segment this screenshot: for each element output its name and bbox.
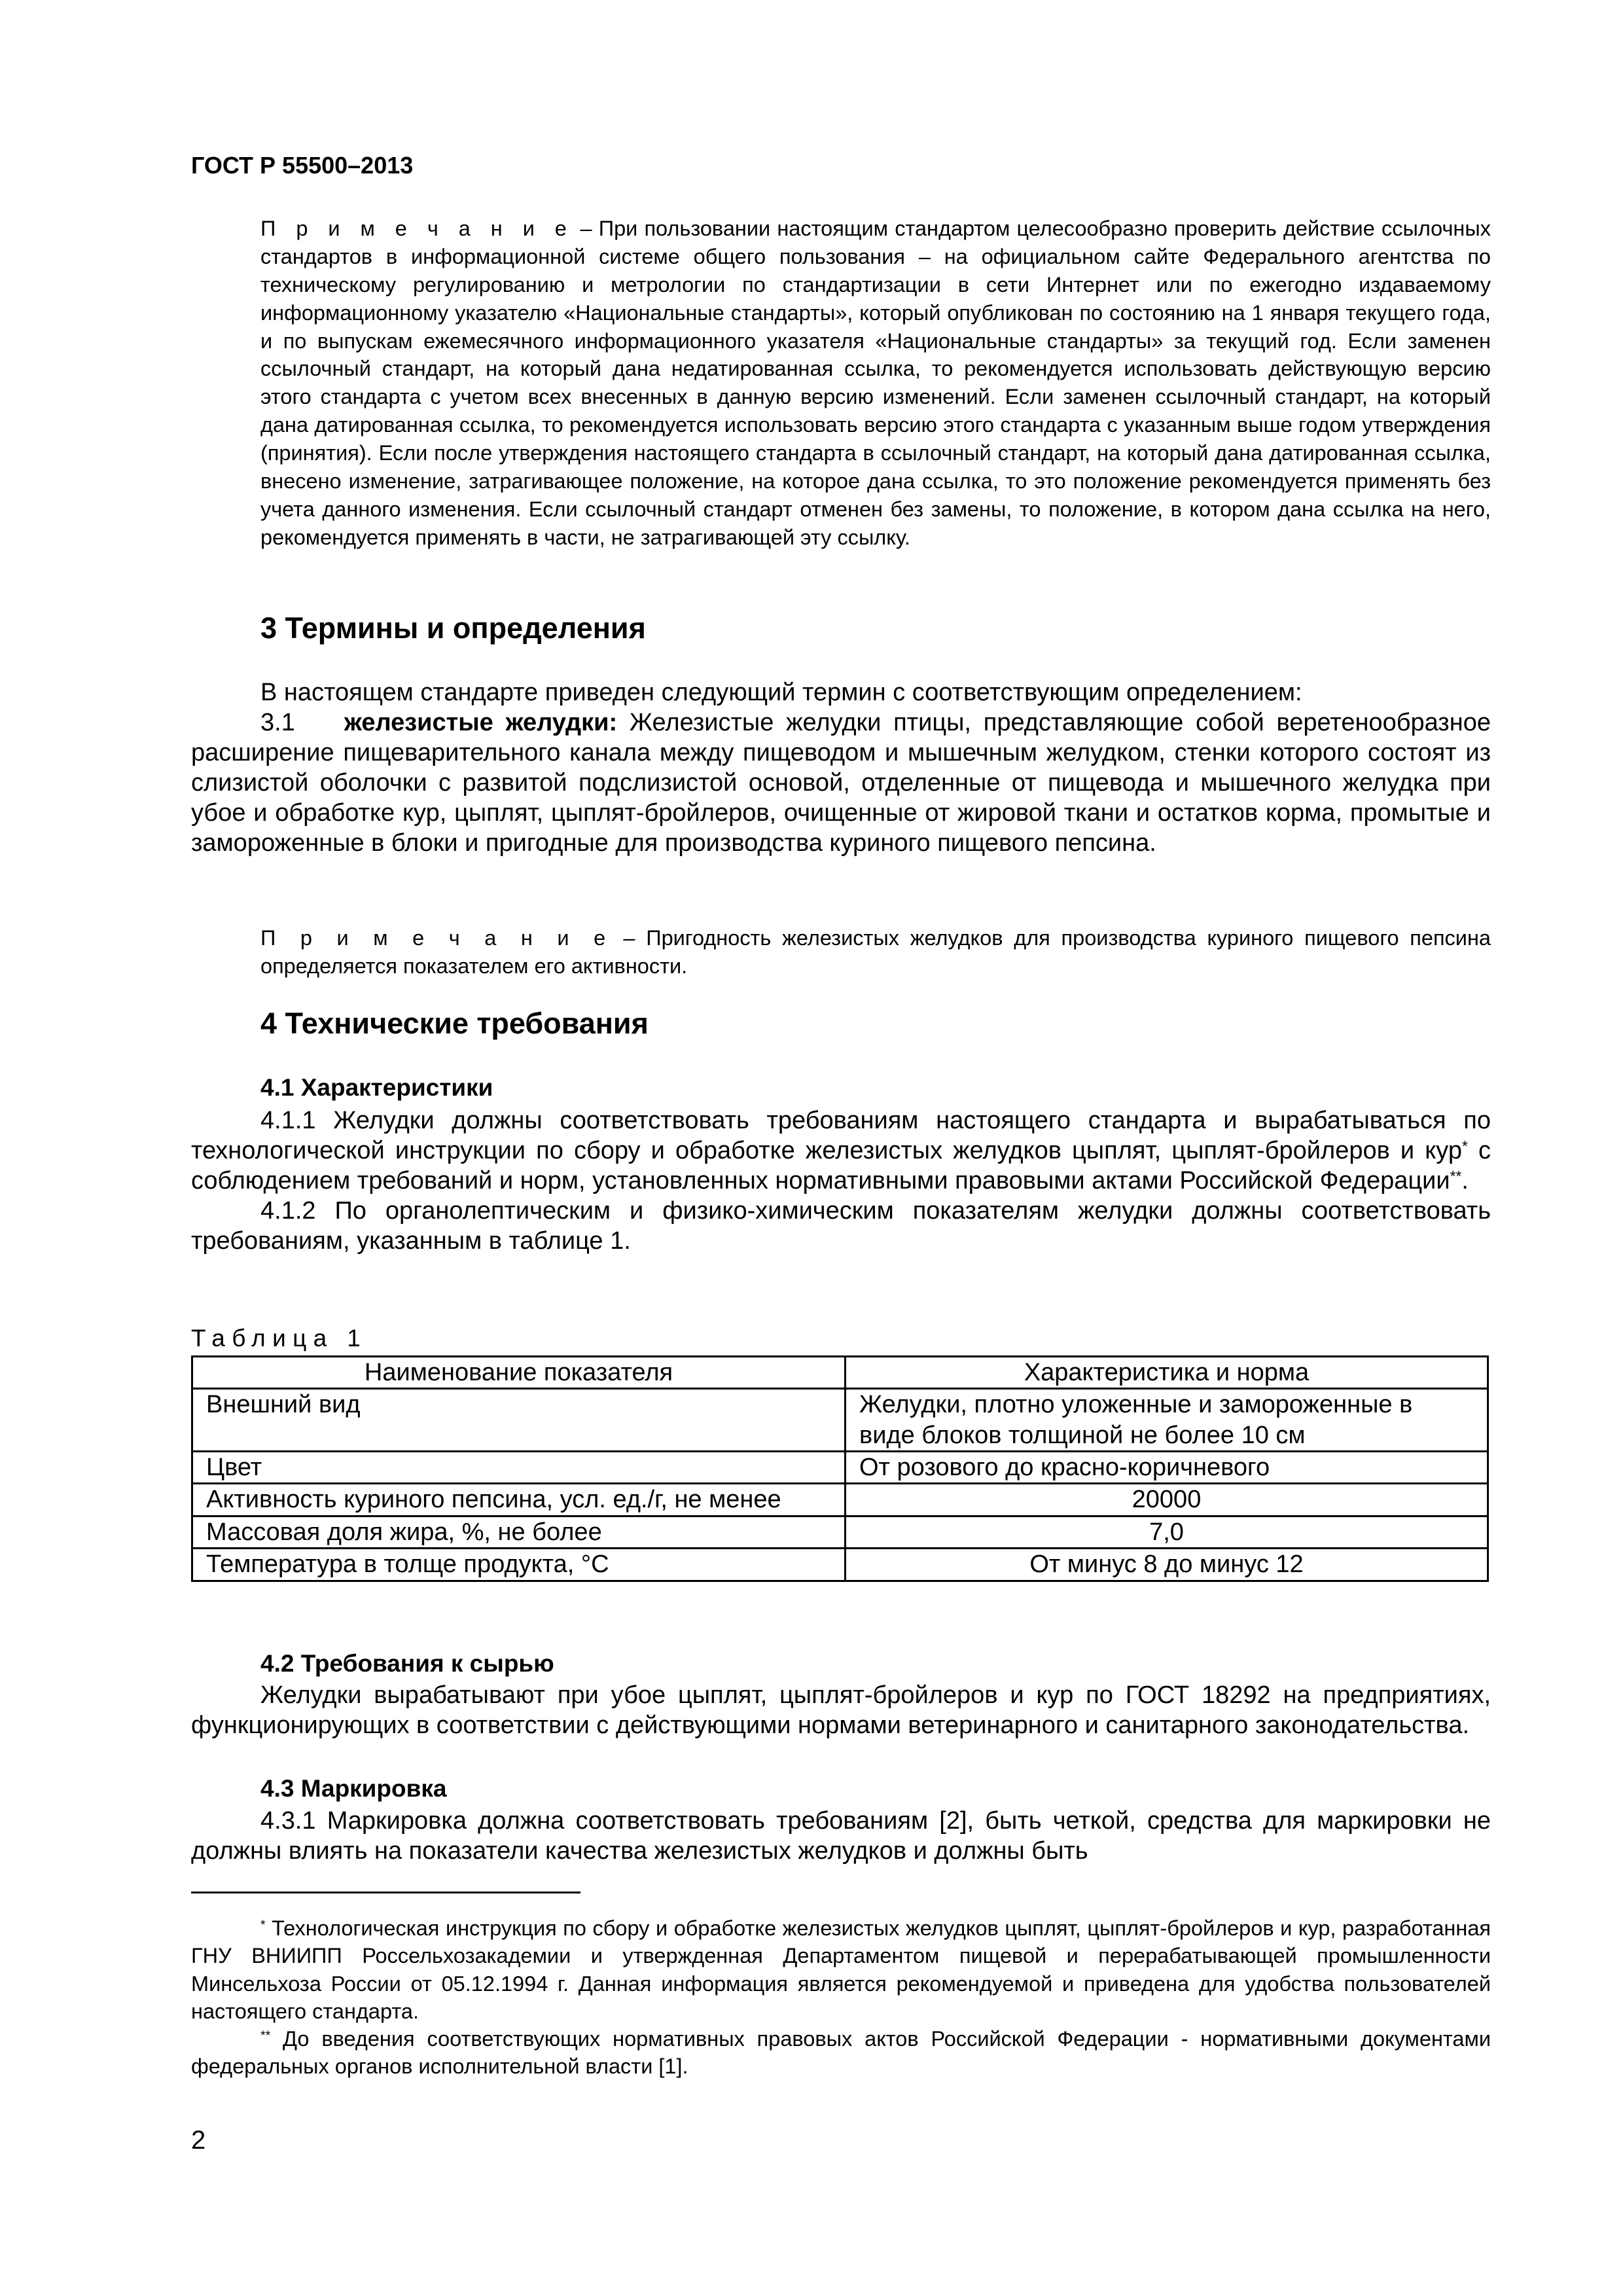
paragraph-4-1-1-part-c: .	[1461, 1166, 1469, 1194]
table-header-norm: Характеристика и норма	[846, 1357, 1488, 1389]
table-header-row	[192, 1357, 1488, 1389]
table-1-caption: Таблица 1	[191, 1325, 368, 1352]
table-1	[191, 1355, 1489, 1582]
paragraph-4-1-1-part-a: 4.1.1 Желудки должны соответствовать требованиям настоящего стандарта и вырабатываться по технологической инструкции по сбору и обработке железистых желудков цыплят, цыплят-бройлеров и кур	[191, 1107, 1491, 1164]
paragraph-4-1-2: 4.1.2 По органолептическим и физико-химическим показателям желудки должны соответствовать требованиям, указанным в таблице 1.	[191, 1196, 1491, 1255]
table-cell: Внешний вид	[192, 1389, 846, 1452]
note-label: П р и м е ч а н и е	[260, 217, 574, 240]
table-header-indicator: Наименование показателя	[192, 1357, 846, 1389]
page-number: 2	[191, 2126, 206, 2155]
table-cell: Температура в толще продукта, °С	[192, 1549, 846, 1581]
section-4-3-body	[191, 1806, 1491, 1867]
note-text: – При пользовании настоящим стандартом целесообразно проверить действие ссылочных стандартов в информационной системе общего пользования – на официальном сайте Федерального агентства по техническому регулированию и метрологии по стандартизации в сети Интернет или по ежегодно издаваемому информационному указателю «Национальные стандарты», который опубликован по состоянию на 1 января текущего года, и по выпускам ежемесячного информационного указателя «Национальные стандарты» за текущий год. Если заменен ссылочный стандарт, на который дана недатированная ссылка, то рекомендуется использовать действующую версию этого стандарта с учетом всех внесенных в данную версию изменений. Если заменен ссылочный стандарт, на который дана датированная ссылка, то рекомендуется использовать версию этого стандарта с указанным выше годом утверждения (принятия). Если после утверждения настоящего стандарта в ссылочный стандарт, на который дана датированная ссылка, внесено изменение, затрагивающее положение, на которое дана ссылка, то это положение рекомендуется применять без учета данного изменения. Если ссылочный стандарт отменен без замены, то положение, в котором дана ссылка на него, рекомендуется применять в части, не затрагивающей эту ссылку.	[260, 217, 1491, 549]
term-name: железистые желудки:	[344, 708, 618, 736]
table-cell: Массовая доля жира, %, не более	[192, 1516, 846, 1548]
reference-note	[191, 215, 1491, 552]
term-note-text: – Пригодность железистых желудков для производства куриного пищевого пепсина определяется показателем его активности.	[260, 926, 1491, 978]
section-4-1-body	[191, 1106, 1491, 1257]
footnote-separator	[191, 1892, 580, 1893]
reference-note-paragraph	[191, 215, 1491, 552]
table-cell: От розового до красно-коричневого	[846, 1452, 1488, 1484]
term-note	[191, 924, 1491, 980]
table-cell: Цвет	[192, 1452, 846, 1484]
footnote-1	[191, 1914, 1491, 2025]
paragraph-4-1-1-part-b: с соблюдением требований и норм, установленных нормативными правовыми актами Российской Федерации	[191, 1136, 1491, 1194]
section-4-1-heading: 4.1 Характеристики	[260, 1074, 493, 1101]
table-cell: От минус 8 до минус 12	[846, 1549, 1488, 1581]
table-cell: Активность куриного пепсина, усл. ед./г, не менее	[192, 1484, 846, 1516]
document-code: ГОСТ Р 55500–2013	[191, 152, 414, 179]
table-row	[192, 1516, 1488, 1548]
term-number: 3.1	[260, 708, 295, 736]
section-4-3-heading: 4.3 Маркировка	[260, 1775, 447, 1802]
table-row	[192, 1452, 1488, 1484]
footnote-1-text: Технологическая инструкция по сбору и обработке железистых желудков цыплят, цыплят-бройлеров и кур, разработанная ГНУ ВНИИПП Россельхозакадемии и утвержденная Департаментом пищевой и перерабатывающей промышленности Минсельхоза России от 05.12.1994 г. Данная информация является рекомендуемой и приведена для удобства пользователей настоящего стандарта.	[191, 1916, 1491, 2023]
footnote-1-mark: *	[260, 1918, 266, 1933]
footnote-ref-1: *	[1462, 1137, 1468, 1155]
section-3-intro: В настоящем стандарте приведен следующий термин с соответствующим определением:	[260, 679, 1302, 706]
term-note-label: П р и м е ч а н и е	[260, 926, 613, 950]
table-cell: Желудки, плотно уложенные и замороженные в виде блоков толщиной не более 10 см	[846, 1389, 1488, 1452]
table-row	[192, 1549, 1488, 1581]
paragraph-4-1-1	[191, 1106, 1491, 1196]
footnote-ref-2: **	[1450, 1167, 1462, 1185]
section-4-2-body	[191, 1681, 1491, 1741]
paragraph-4-2: Желудки вырабатывают при убое цыплят, цыплят-бройлеров и кур по ГОСТ 18292 на предприятиях, функционирующих в соответствии с действующими нормами ветеринарного и санитарного законодательства.	[191, 1681, 1491, 1739]
table-cell: 20000	[846, 1484, 1488, 1516]
footnotes	[191, 1914, 1491, 2081]
table-cell: 7,0	[846, 1516, 1488, 1548]
section-4-heading: 4 Технические требования	[260, 1007, 649, 1040]
footnote-2	[191, 2025, 1491, 2081]
footnote-2-mark: **	[260, 2028, 271, 2043]
table-row	[192, 1484, 1488, 1516]
section-4-2-heading: 4.2 Требования к сырью	[260, 1650, 554, 1677]
footnote-2-text: До введения соответствующих нормативных правовых актов Российской Федерации - нормативными документами федеральных органов исполнительной власти [1].	[191, 2027, 1491, 2079]
term-note-paragraph	[191, 924, 1491, 980]
term-definition	[191, 708, 1491, 859]
section-3-body	[191, 678, 1491, 859]
paragraph-4-3-1: 4.3.1 Маркировка должна соответствовать требованиям [2], быть четкой, средства для маркировки не должны влиять на показатели качества железистых желудков и должны быть	[191, 1807, 1491, 1865]
section-3-heading: 3 Термины и определения	[260, 611, 646, 645]
term-definition-text: Железистые желудки птицы, представляющие собой веретенообразное расширение пищеварительного канала между пищеводом и мышечным желудком, стенки которого состоят из слизистой оболочки с развитой подслизистой основой, отделенные от пищевода и мышечного желудка при убое и обработке кур, цыплят, цыплят-бройлеров, очищенные от жировой ткани и остатков корма, промытые и замороженные в блоки и пригодные для производства куриного пищевого пепсина.	[191, 708, 1491, 857]
table-row	[192, 1389, 1488, 1452]
